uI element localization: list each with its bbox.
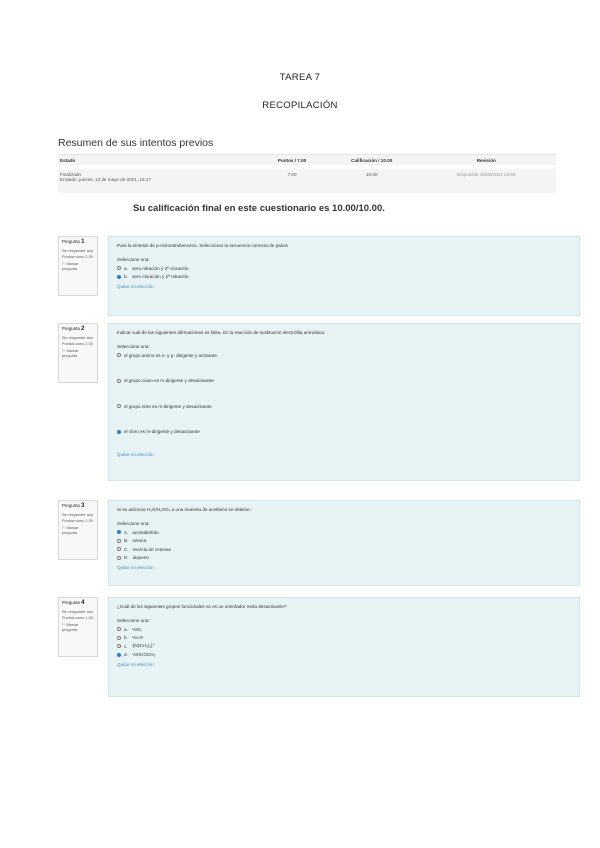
option-text: el grupo ciano es m-dirigente y desactivante xyxy=(124,378,214,384)
question-box-2 xyxy=(108,323,580,481)
question-info-1 xyxy=(58,236,98,296)
answer-option[interactable] xyxy=(117,554,571,563)
option-text: acetaldehído xyxy=(132,529,159,535)
radio-button[interactable] xyxy=(117,539,121,543)
flag-question-button[interactable]: ⚐ Marcar pregunta xyxy=(62,622,79,632)
answer-option[interactable] xyxy=(117,351,571,360)
question-text: Si se adiciona H₂O/H₂SO₄ a una muestra de acetileno se obtiene: xyxy=(117,507,251,512)
answer-option[interactable] xyxy=(117,642,571,651)
answer-prompt: Seleccione una: xyxy=(117,344,150,349)
flag-question-button[interactable]: ⚐ Marcar pregunta xyxy=(62,525,79,535)
question-text: Indicar cuál de las siguientes afirmaciones es falsa. En la reacción de sustitución electrófila aromática: xyxy=(117,330,326,335)
column-header-calificacion: Calificación / 10.00 xyxy=(327,155,417,168)
radio-button[interactable] xyxy=(117,530,121,534)
attempt-status-cell xyxy=(58,167,257,193)
answer-option[interactable] xyxy=(117,377,571,386)
radio-button[interactable] xyxy=(117,636,121,640)
question-number: Pregunta 4 xyxy=(62,600,85,606)
answer-prompt: Seleccione una: xyxy=(117,618,150,623)
table-row xyxy=(58,167,556,193)
radio-button[interactable] xyxy=(117,653,121,657)
question-status: Sin responder aún xyxy=(62,335,94,340)
radio-button[interactable] xyxy=(117,430,121,434)
option-text: -NO₂ xyxy=(131,626,143,632)
radio-button[interactable] xyxy=(117,266,121,270)
option-letter: D. xyxy=(124,555,129,561)
question-score: Puntúa como 1.00 xyxy=(62,616,93,621)
option-letter: A. xyxy=(124,529,129,535)
option-text: alqueno xyxy=(132,555,149,561)
page-subtitle: RECOPILACIÓN xyxy=(262,100,338,111)
option-letter: b. xyxy=(124,274,128,280)
option-text: el grupo nitro es m-dirigente y desactivante xyxy=(124,403,212,409)
flag-icon: ⚐ xyxy=(62,261,67,266)
final-grade: Su calificación final en este cuestionario es 10.00/10.00. xyxy=(133,203,385,214)
table-header-row xyxy=(58,155,556,168)
page-title: TAREA 7 xyxy=(279,72,321,83)
radio-button[interactable] xyxy=(117,547,121,551)
option-text: 1ero cloración y 2ª nitración xyxy=(131,274,189,280)
option-text: el cloro es m-dirigente y desactivante xyxy=(124,429,200,435)
question-info-3 xyxy=(58,500,98,560)
answer-option[interactable] xyxy=(117,428,571,437)
question-score: Puntúa como 1.00 xyxy=(62,519,93,524)
flag-icon: ⚐ xyxy=(62,525,67,530)
radio-button[interactable] xyxy=(117,275,121,279)
attempt-points: 7.00 xyxy=(257,167,327,193)
option-letter: b. xyxy=(124,635,128,641)
answer-option[interactable] xyxy=(117,537,571,546)
answer-option[interactable] xyxy=(117,273,571,282)
question-score: Puntúa como 2.00 xyxy=(62,342,93,347)
option-text: cetona xyxy=(132,538,147,544)
answer-option[interactable] xyxy=(117,625,571,634)
radio-button[interactable] xyxy=(117,627,121,631)
question-score: Puntúa como 2.00 xyxy=(62,255,93,260)
flag-question-button[interactable]: ⚐ Marcar pregunta xyxy=(62,348,79,358)
question-number: Pregunta 2 xyxy=(62,326,85,332)
attempt-status: Finalizado xyxy=(60,172,81,177)
option-letter: a. xyxy=(124,626,128,632)
question-status: Sin responder aún xyxy=(62,609,94,614)
summary-heading: Resumen de sus intentos previos xyxy=(58,137,214,149)
radio-button[interactable] xyxy=(117,556,121,560)
question-box-3 xyxy=(108,500,580,586)
clear-choice-link[interactable]: Quitar mi elección xyxy=(117,284,154,289)
option-text: mezcla de cetonas xyxy=(132,546,171,552)
question-info-4 xyxy=(58,597,98,657)
question-status: Sin responder aún xyxy=(62,248,94,253)
option-letter: c. xyxy=(124,643,128,649)
option-letter: B. xyxy=(124,538,129,544)
radio-button[interactable] xyxy=(117,644,121,648)
answer-option[interactable] xyxy=(117,634,571,643)
clear-choice-link[interactable]: Quitar mi elección xyxy=(117,565,154,570)
option-letter: d. xyxy=(124,652,128,658)
flag-icon: ⚐ xyxy=(62,622,67,627)
answer-prompt: Seleccione una: xyxy=(117,521,150,526)
question-info-2 xyxy=(58,323,98,383)
column-header-revision: Revisión xyxy=(417,155,556,168)
answer-option[interactable] xyxy=(117,402,571,411)
attempt-submitted-date: Enviado: jueves, 13 de mayo de 2021, 16:17 xyxy=(60,177,151,182)
option-letter: a. xyxy=(124,265,128,271)
question-number: Pregunta 3 xyxy=(62,503,85,509)
question-box-4 xyxy=(108,597,580,697)
attempt-review: Disponible 16/05/2021 23:59 xyxy=(417,167,556,193)
column-header-puntos: Puntos / 7.00 xyxy=(257,155,327,168)
question-text: ¿Cuál de los siguientes grupos funcionales no es un orientador meta desactivante? xyxy=(117,604,287,609)
option-text: -NHCOCH₃ xyxy=(131,652,156,658)
column-header-estado: Estado xyxy=(58,155,257,168)
clear-choice-link[interactable]: Quitar mi elección xyxy=(117,452,154,457)
answer-prompt: Seleccione una: xyxy=(117,257,150,262)
attempt-grade: 10.00 xyxy=(327,167,417,193)
answer-option[interactable] xyxy=(117,264,571,273)
flag-question-button[interactable]: ⚐ Marcar pregunta xyxy=(62,261,79,271)
radio-button[interactable] xyxy=(117,379,121,383)
flag-icon: ⚐ xyxy=(62,348,67,353)
radio-button[interactable] xyxy=(117,353,121,357)
option-text: 1ero nitración y 2ª cloración xyxy=(131,265,189,271)
question-box-1 xyxy=(108,236,580,316)
option-text: el grupo amino es o- y p- dirigente y activante xyxy=(124,352,217,358)
clear-choice-link[interactable]: Quitar mi elección xyxy=(117,662,154,667)
option-text: -N=O xyxy=(131,635,143,641)
question-status: Sin responder aún xyxy=(62,512,94,517)
answer-option[interactable] xyxy=(117,528,571,537)
answer-option[interactable] xyxy=(117,545,571,554)
radio-button[interactable] xyxy=(117,404,121,408)
option-letter: C. xyxy=(124,546,129,552)
answer-option[interactable] xyxy=(117,651,571,660)
option-text: -[N(CH₃)₃]⁺ xyxy=(131,643,155,649)
attempts-summary-table xyxy=(58,154,556,193)
question-text: Para la síntesis de p-cloronitrobenceno. Seleccionar la secuencia correcta de pasos xyxy=(117,243,288,248)
question-number: Pregunta 1 xyxy=(62,239,85,245)
